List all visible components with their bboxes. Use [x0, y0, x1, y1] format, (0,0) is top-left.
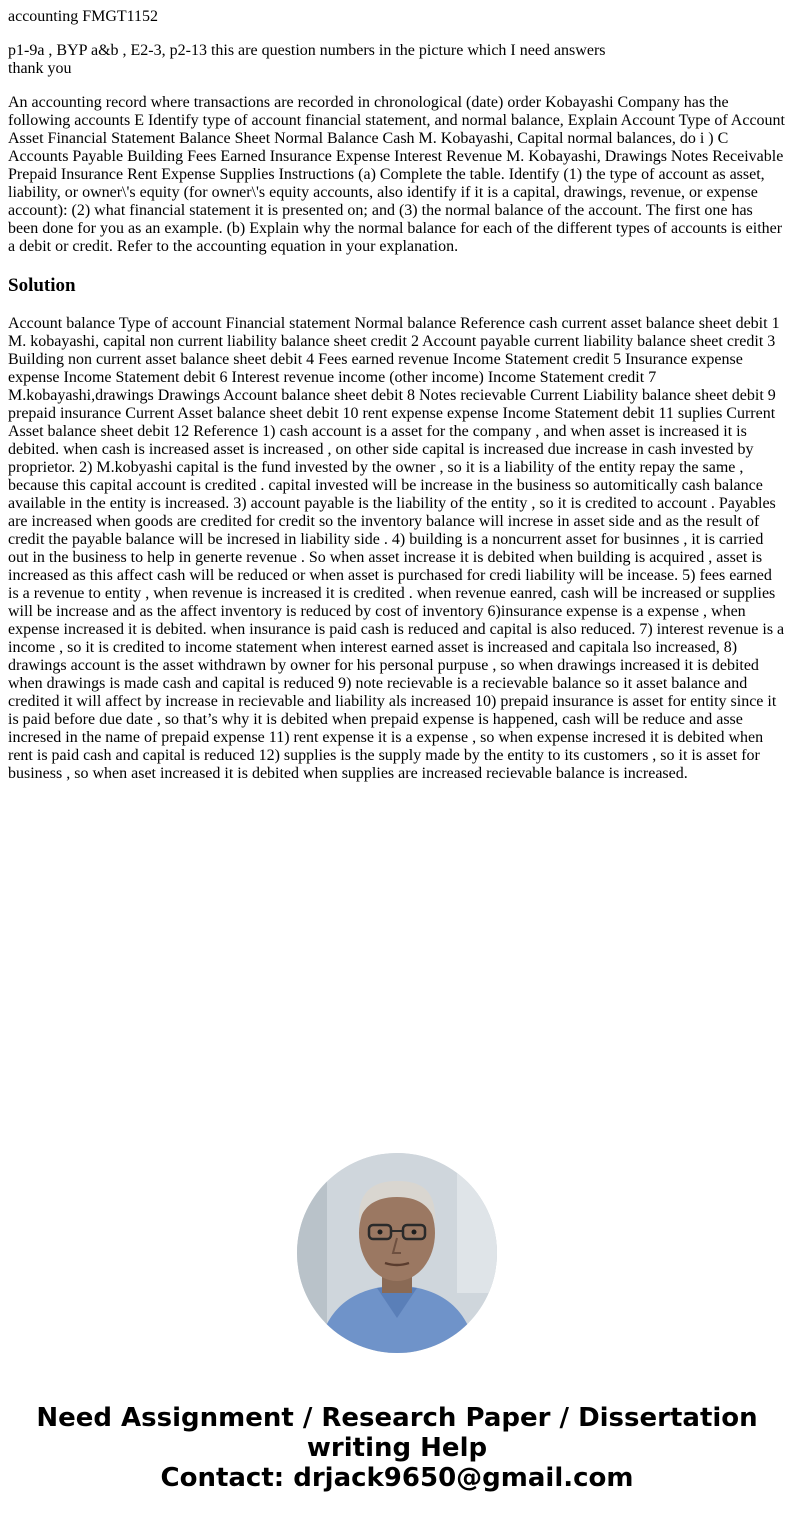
page-title: accounting FMGT1152 — [8, 8, 159, 25]
author-portrait-image — [297, 1153, 497, 1353]
author-avatar — [297, 1153, 497, 1353]
question-meta — [8, 42, 786, 78]
thank-you-line: thank you — [8, 60, 72, 77]
ad-line-1: Need Assignment / Research Paper / Dissertation — [36, 1403, 758, 1433]
solution-heading: Solution — [8, 275, 76, 296]
question-body: An accounting record where transactions are recorded in chronological (date) order Kobayashi Company has the following accounts E Identify type of account financial statement, and normal balance, Explain Account Type of Account Asset Financial Statement Balance Sheet Normal Balance Cash M. Kobayashi, Capital normal balances, do i ) C Accounts Payable Building Fees Earned Insurance Expense Interest Revenue M. Kobayashi, Drawings Notes Receivable Prepaid Insurance Rent Expense Supplies Instructions (a) Complete the table. Identify (1) the type of account as asset, liability, or owner\'s equity (for owner\'s equity accounts, also identify if it is a capital, drawings, revenue, or expense account): (2) what financial statement it is presented on; and (3) the normal balance of the account. The first one has been done for you as an example. (b) Explain why the normal balance for each of the different types of accounts is either a debit or credit. Refer to the accounting equation in your explanation. — [8, 94, 785, 255]
ad-line-2: writing Help — [306, 1433, 488, 1463]
question-numbers-line: p1-9a , BYP a&b , E2-3, p2-13 this are question numbers in the picture which I need answers — [8, 42, 606, 59]
ad-contact-line: Contact: drjack9650@gmail.com — [160, 1463, 634, 1493]
ad-banner — [0, 1403, 794, 1493]
document-content — [8, 8, 786, 783]
solution-body: Account balance Type of account Financial statement Normal balance Reference cash current asset balance sheet debit 1 M. kobayashi, capital non current liability balance sheet credit 2 Account payable current liability balance sheet credit 3 Building non current asset balance sheet debit 4 Fees earned revenue Income Statement credit 5 Insurance expense expense Income Statement debit 6 Interest revenue income (other income) Income Statement credit 7 M.kobayashi,drawings Drawings Account balance sheet debit 8 Notes recievable Current Liability balance sheet debit 9 prepaid insurance Current Asset balance sheet debit 10 rent expense expense Income Statement debit 11 suplies Current Asset balance sheet debit 12 Reference 1) cash account is a asset for the company , and when asset is increased it is debited. when cash is increased asset is increased , on other side capital is increased due increase in cash invested by proprietor. 2) M.kobyashi capital is the fund invested by the owner , so it is a liability of the entity repay the same , because this capital account is credited . capital invested will be increase in the business so automitically cash balance available in the entity is increased. 3) account payable is the liability of the entity , so it is credited to account . Payables are increased when goods are credited for credit so the inventory balance will increse in asset side and as the result of credit the payable balance will be incresed in liability side . 4) building is a noncurrent asset for businnes , it is carried out in the business to help in generte revenue . So when asset increase it is debited when building is acquired , asset is increased as this affect cash will be reduced or when asset is purchased for credi liability will be incease. 5) fees earned is a revenue to entity , when revenue is increased it is credited . when revenue eanred, cash will be increased or supplies will be increase and as the affect inventory is reduced by cost of inventory 6)insurance expense is a expense , when expense increased it is debited. when insurance is paid cash is reduced and capital is also reduced. 7) interest revenue is a income , so it is credited to income statement when interest earned asset is increased and capitala lso increased, 8) drawings account is the asset withdrawn by owner for his personal purpuse , so when drawings increased it is debited when drawings is made cash and capital is reduced 9) note recievable is a recievable balance so it asset balance and credited it will affect by increase in recievable and liability als increased 10) prepaid insurance is asset for entity since it is paid before due date , so that’s why it is debited when prepaid expense is happened, cash will be reduce and asse incresed in the name of prepaid expense 11) rent expense it is a expense , so when expense incresed it is debited when rent is paid cash and capital is reduced 12) supplies is the supply made by the entity to its customers , so it is asset for business , so when aset increased it is debited when supplies are increased recievable balance is increased. — [8, 315, 785, 782]
